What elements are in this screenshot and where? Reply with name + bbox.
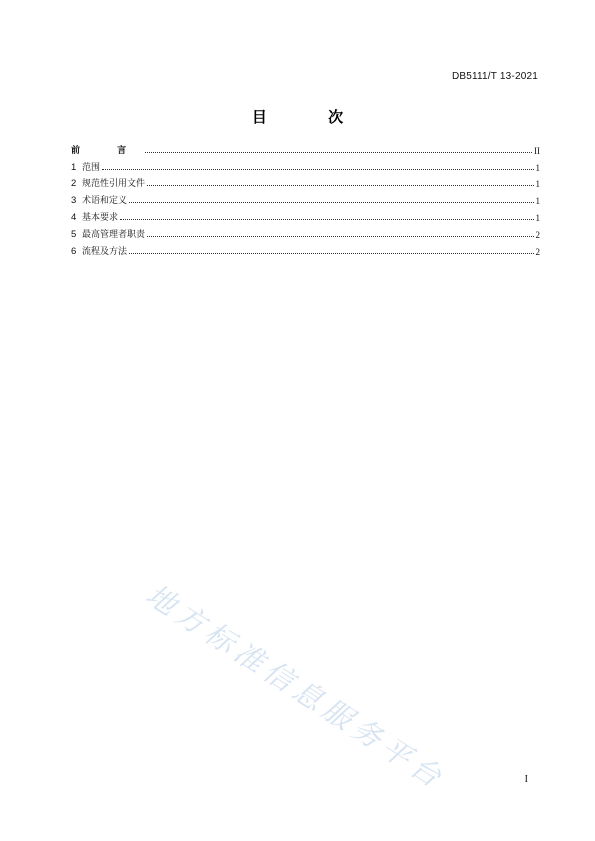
toc-item-number: 6: [71, 245, 77, 257]
table-of-contents: [71, 139, 540, 257]
page-number: I: [524, 774, 528, 785]
toc-item-label: 术语和定义: [82, 196, 128, 207]
toc-leader-dots: [145, 152, 532, 153]
toc-item-management-duties[interactable]: [71, 223, 540, 240]
toc-item-label: 基本要求: [82, 212, 119, 223]
toc-item-number: 3: [71, 195, 77, 207]
toc-item-page: 1: [535, 196, 540, 207]
toc-item-process-methods[interactable]: [71, 240, 540, 257]
toc-item-label: 规范性引用文件: [82, 179, 146, 190]
toc-item-scope[interactable]: [71, 156, 540, 173]
toc-title: 目 次: [251, 108, 372, 126]
toc-leader-dots: [129, 253, 533, 254]
toc-leader-dots: [129, 202, 533, 203]
toc-item-page: 2: [535, 246, 540, 257]
toc-item-page: II: [534, 145, 540, 156]
toc-item-number: 5: [71, 228, 77, 240]
toc-leader-dots: [102, 169, 533, 170]
toc-item-page: 2: [535, 229, 540, 240]
toc-leader-dots: [147, 185, 533, 186]
toc-item-number: 2: [71, 178, 77, 190]
toc-item-preface[interactable]: [71, 139, 540, 156]
toc-item-number: 4: [71, 211, 77, 223]
toc-leader-dots: [120, 219, 533, 220]
toc-item-terms-definitions[interactable]: [71, 189, 540, 206]
toc-item-page: 1: [535, 162, 540, 173]
toc-item-label: 最高管理者职责: [82, 229, 146, 240]
toc-item-basic-requirements[interactable]: [71, 206, 540, 223]
toc-item-number: 1: [71, 161, 77, 173]
watermark-text: 地方标准信息服务平台: [139, 577, 452, 797]
toc-item-page: 1: [535, 179, 540, 190]
toc-item-label: 范围: [82, 162, 101, 173]
toc-item-page: 1: [535, 212, 540, 223]
document-code: DB5111/T 13-2021: [451, 71, 538, 82]
toc-leader-dots: [147, 236, 533, 237]
toc-item-label: 流程及方法: [82, 246, 128, 257]
toc-item-label: 前 言: [71, 145, 144, 156]
toc-item-normative-references[interactable]: [71, 173, 540, 190]
